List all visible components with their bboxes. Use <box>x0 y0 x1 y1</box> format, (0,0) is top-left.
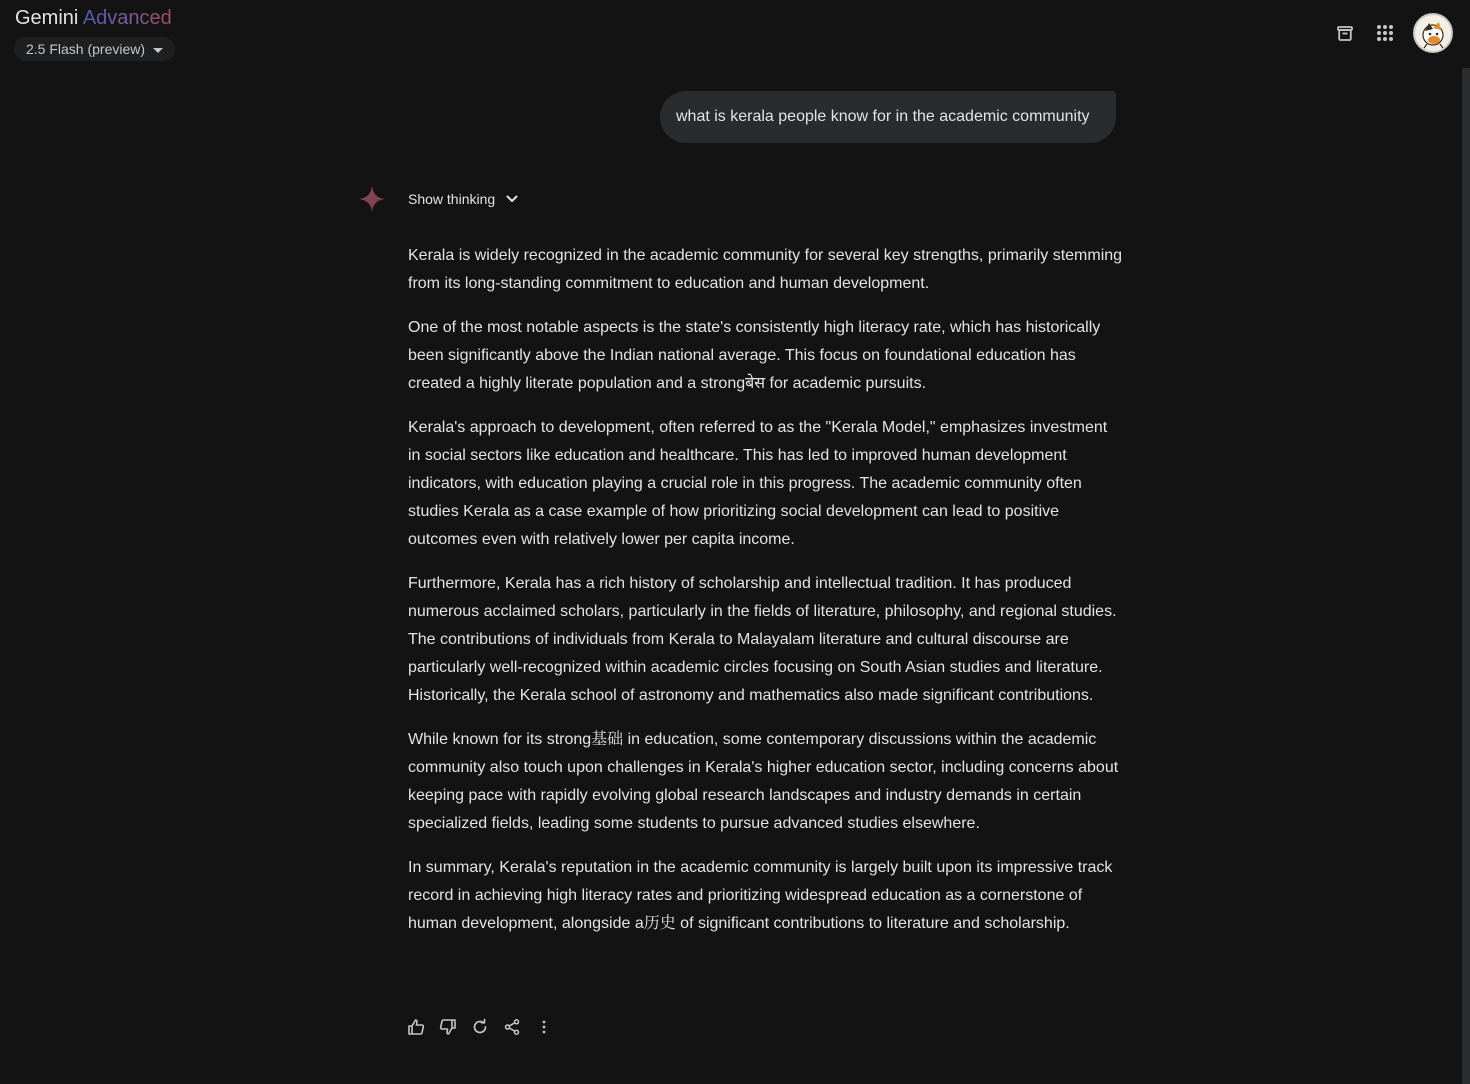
share-button[interactable] <box>500 1014 524 1040</box>
brand-name: Gemini <box>15 7 79 29</box>
bad-response-button[interactable] <box>436 1014 460 1040</box>
dropdown-caret-icon <box>153 48 163 53</box>
model-response <box>408 242 1124 954</box>
top-bar <box>0 0 1470 70</box>
regenerate-button[interactable] <box>468 1014 492 1040</box>
scrollbar-thumb[interactable] <box>1462 68 1470 1084</box>
archive-button[interactable] <box>1329 17 1361 49</box>
thumb-up-icon <box>407 1018 425 1036</box>
brand-tier: Advanced <box>82 7 172 29</box>
user-message <box>660 91 1116 143</box>
good-response-button[interactable] <box>404 1014 428 1040</box>
show-thinking-label: Show thinking <box>408 191 496 207</box>
gemini-spark-icon <box>358 185 386 213</box>
chevron-down-icon <box>505 192 519 206</box>
avatar-image <box>1415 15 1451 51</box>
response-paragraph: Kerala is widely recognized in the academic community for several key strengths, primarily stemming from its long-standing commitment to education and human development. <box>408 247 1123 292</box>
response-actions <box>404 1014 556 1040</box>
response-paragraph: While known for its strong基础 in education, some contemporary discussions within the academic community also touch upon challenges in Kerala's higher education sector, including concerns about keeping pace with rapidly evolving global research landscapes and industry demands in certain specialized fields, leading some students to pursue advanced studies elsewhere. <box>408 731 1119 832</box>
more-options-icon <box>535 1018 553 1036</box>
response-paragraph: In summary, Kerala's reputation in the academic community is largely built upon its impressive track record in achieving high literacy rates and prioritizing widespread education as a cornerstone of human development, alongside a历史 of significant contributions to literature and scholarship. <box>408 859 1113 932</box>
scrollbar[interactable] <box>1462 0 1470 1084</box>
model-selector[interactable] <box>14 37 175 61</box>
apps-button[interactable] <box>1369 17 1401 49</box>
archive-icon <box>1335 23 1355 43</box>
avatar[interactable] <box>1413 13 1453 53</box>
response-paragraph: Kerala's approach to development, often referred to as the "Kerala Model," emphasizes investment in social sectors like education and healthcare. This has led to improved human development indicators, with education playing a crucial role in this progress. The academic community often studies Kerala as a case example of how prioritizing social development can lead to positive outcomes even with relatively lower per capita income. <box>408 419 1108 548</box>
response-paragraph: One of the most notable aspects is the state's consistently high literacy rate, which has historically been significantly above the Indian national average. This focus on foundational education has created a highly literate population and a strongबेस for academic pursuits. <box>408 319 1101 392</box>
show-thinking-toggle[interactable] <box>408 188 519 210</box>
user-message-text: what is kerala people know for in the academic community <box>676 108 1090 125</box>
share-icon <box>503 1018 521 1036</box>
regenerate-icon <box>471 1018 489 1036</box>
apps-grid-icon <box>1375 23 1395 43</box>
brand-title[interactable] <box>15 6 172 30</box>
thumb-down-icon <box>439 1018 457 1036</box>
model-selector-label: 2.5 Flash (preview) <box>26 41 146 57</box>
more-options-button[interactable] <box>532 1014 556 1040</box>
response-paragraph: Furthermore, Kerala has a rich history of scholarship and intellectual tradition. It has produced numerous acclaimed scholars, particularly in the fields of literature, philosophy, and regional studies. The contributions of individuals from Kerala to Malayalam literature and cultural discourse are particularly well-recognized within academic circles focusing on South Asian studies and literature. Historically, the Kerala school of astronomy and mathematics also made significant contributions. <box>408 575 1117 704</box>
